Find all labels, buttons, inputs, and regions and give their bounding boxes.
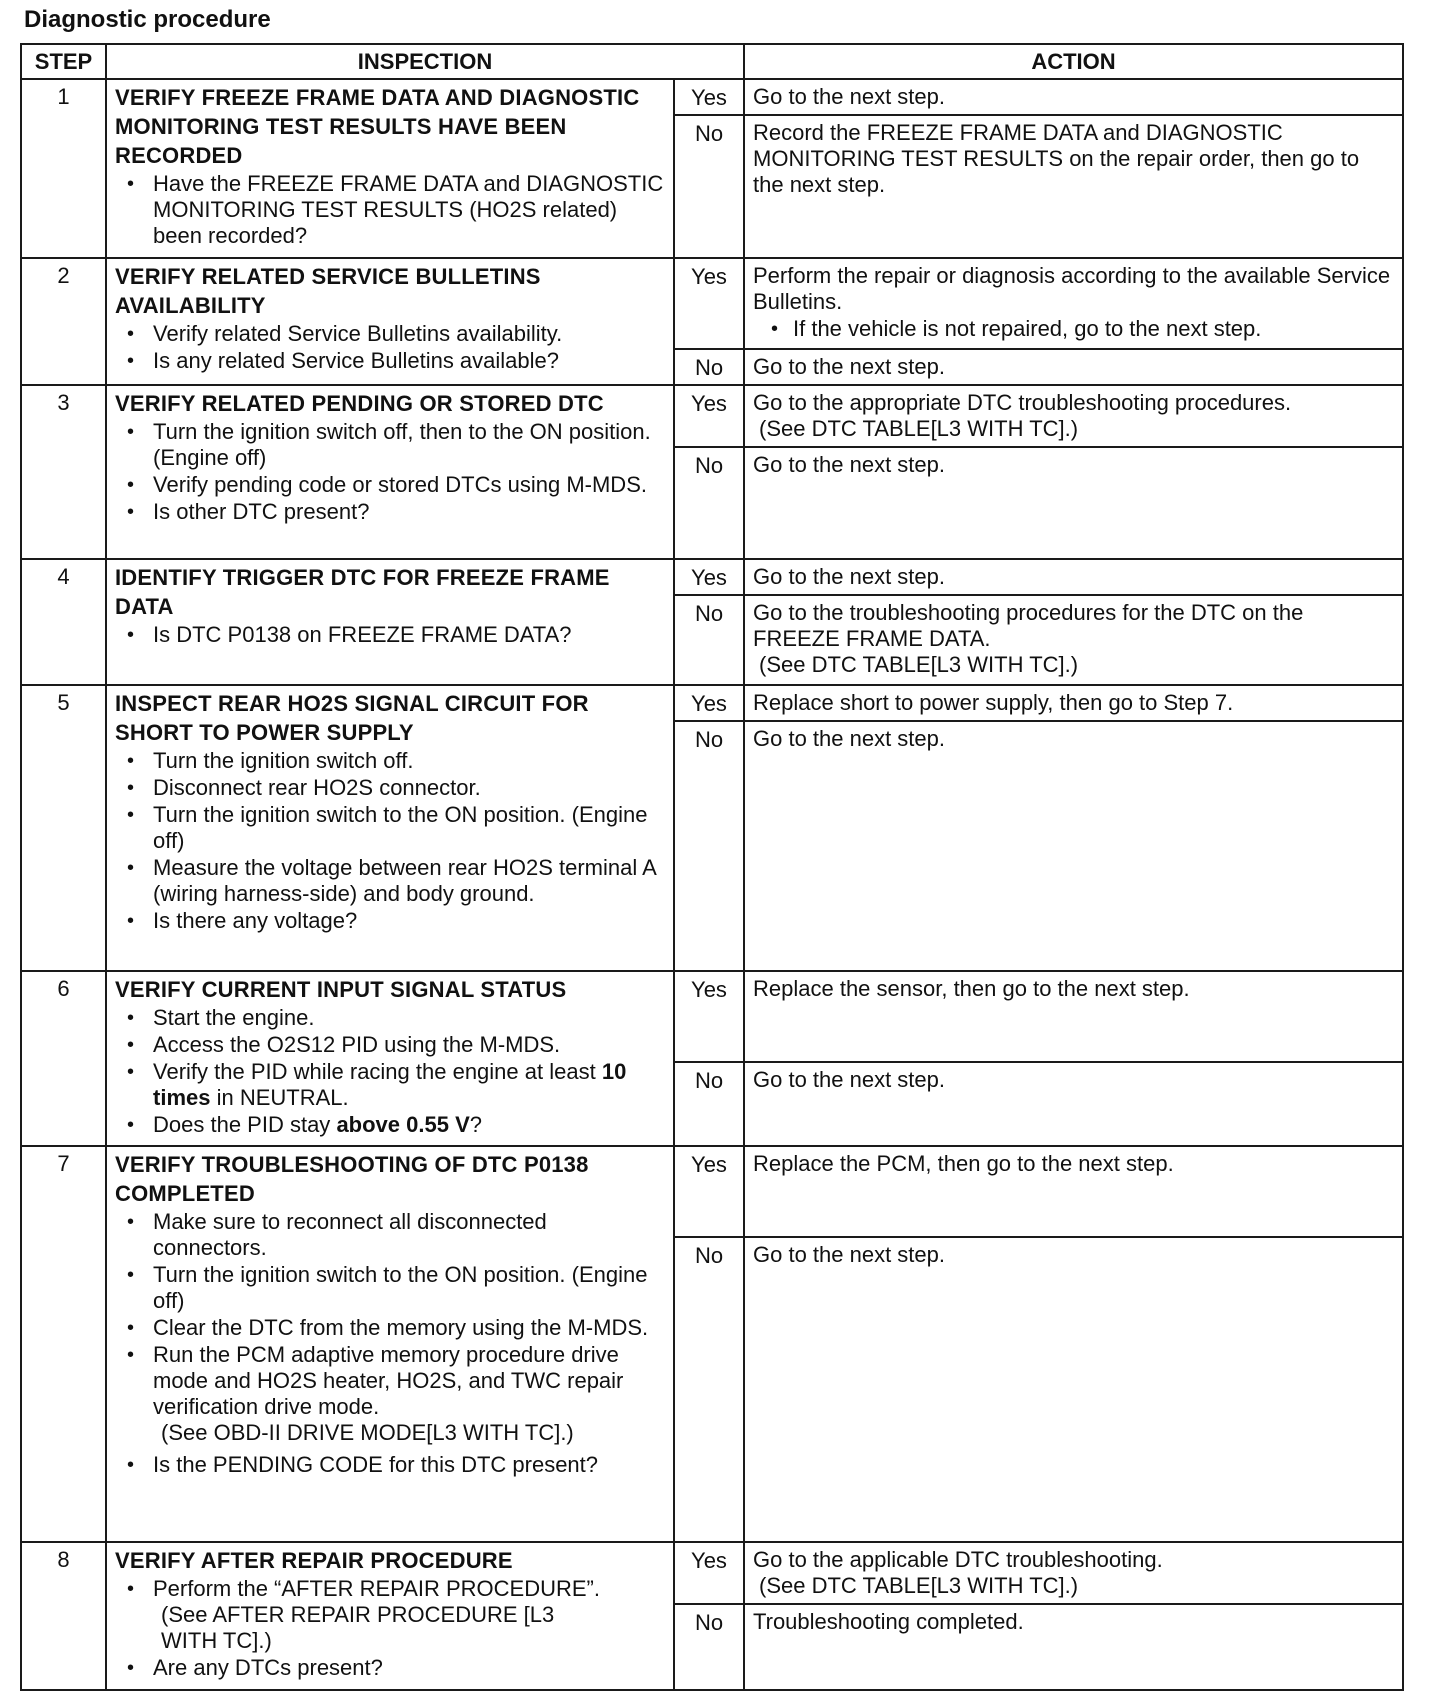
step-number: 3	[21, 385, 106, 559]
no-label: No	[674, 447, 744, 559]
see-reference: (See OBD-II DRIVE MODE[L3 WITH TC].)	[161, 1420, 574, 1445]
header-row	[21, 44, 1403, 79]
inspection-item	[115, 1059, 665, 1111]
no-label: No	[674, 349, 744, 385]
inspection-title: VERIFY CURRENT INPUT SIGNAL STATUS	[115, 977, 567, 1002]
inspection-item: • Have the FREEZE FRAME DATA and DIAGNOSTIC MONITORING TEST RESULTS (HO2S related) been recorded?	[115, 171, 665, 249]
inspection-cell	[106, 685, 674, 971]
inspection-item: • Turn the ignition switch off, then to the ON position. (Engine off)	[115, 419, 665, 471]
action-yes: Replace the PCM, then go to the next step.	[744, 1146, 1403, 1237]
inspection-list	[115, 419, 665, 525]
step-number: 4	[21, 559, 106, 685]
inspection-title: INSPECT REAR HO2S SIGNAL CIRCUIT FOR SHORT TO POWER SUPPLY	[115, 691, 589, 745]
item-text: ?	[469, 1112, 482, 1137]
inspection-item	[115, 1342, 665, 1446]
yes-label: Yes	[674, 1542, 744, 1604]
yes-label: Yes	[674, 79, 744, 115]
no-label: No	[674, 1604, 744, 1690]
inspection-cell	[106, 559, 674, 685]
step-number: 2	[21, 258, 106, 385]
step-row-5	[21, 685, 1403, 721]
header-inspection: INSPECTION	[106, 44, 744, 79]
step-row-3	[21, 385, 1403, 447]
inspection-cell	[106, 385, 674, 559]
action-no: Go to the next step.	[744, 721, 1403, 971]
action-no: Go to the next step.	[744, 1237, 1403, 1542]
step-number: 7	[21, 1146, 106, 1542]
inspection-item: • Verify pending code or stored DTCs using M-MDS.	[115, 472, 665, 498]
action-yes: Go to the next step.	[744, 79, 1403, 115]
no-label: No	[674, 595, 744, 685]
inspection-item: • Make sure to reconnect all disconnected connectors.	[115, 1209, 665, 1261]
action-text: Go to the appropriate DTC troubleshooting procedures.	[753, 390, 1292, 415]
inspection-cell	[106, 971, 674, 1146]
inspection-cell	[106, 1542, 674, 1690]
item-text: in NEUTRAL.	[216, 1085, 349, 1110]
inspection-item: • Disconnect rear HO2S connector.	[115, 775, 665, 801]
yes-label: Yes	[674, 385, 744, 447]
diagnostic-procedure-table	[20, 43, 1404, 1691]
action-text: Go to the troubleshooting procedures for the DTC on the FREEZE FRAME DATA.	[753, 600, 1304, 651]
inspection-item: • Turn the ignition switch to the ON position. (Engine off)	[115, 1262, 665, 1314]
inspection-item: • Clear the DTC from the memory using the M-MDS.	[115, 1315, 665, 1341]
step-row-4	[21, 559, 1403, 595]
inspection-item: • Measure the voltage between rear HO2S terminal A (wiring harness-side) and body ground.	[115, 855, 665, 907]
inspection-title: VERIFY FREEZE FRAME DATA AND DIAGNOSTIC MONITORING TEST RESULTS HAVE BEEN RECORDED	[115, 85, 640, 168]
inspection-item: • Is the PENDING CODE for this DTC present?	[115, 1452, 665, 1478]
page-title: Diagnostic procedure	[24, 6, 271, 33]
yes-label: Yes	[674, 258, 744, 349]
yes-label: Yes	[674, 559, 744, 595]
inspection-item: • Is DTC P0138 on FREEZE FRAME DATA?	[115, 622, 665, 648]
item-text: Perform the “AFTER REPAIR PROCEDURE”.	[153, 1576, 600, 1601]
action-yes: Replace the sensor, then go to the next step.	[744, 971, 1403, 1062]
inspection-item: • Is other DTC present?	[115, 499, 665, 525]
step-row-7	[21, 1146, 1403, 1237]
action-list	[753, 316, 1394, 342]
header-step: STEP	[21, 44, 106, 79]
inspection-cell	[106, 79, 674, 258]
action-yes	[744, 1542, 1403, 1604]
see-reference: (See DTC TABLE[L3 WITH TC].)	[759, 1573, 1079, 1598]
inspection-title: VERIFY AFTER REPAIR PROCEDURE	[115, 1548, 513, 1573]
inspection-cell	[106, 1146, 674, 1542]
inspection-list	[115, 171, 665, 249]
step-row-2	[21, 258, 1403, 349]
inspection-title: VERIFY RELATED SERVICE BULLETINS AVAILABILITY	[115, 264, 541, 318]
inspection-title: VERIFY RELATED PENDING OR STORED DTC	[115, 391, 604, 416]
inspection-item: • Is any related Service Bulletins available?	[115, 348, 665, 374]
item-emphasis: 10 times	[153, 1059, 627, 1110]
action-no: Go to the next step.	[744, 349, 1403, 385]
item-emphasis: above 0.55 V	[336, 1112, 470, 1137]
inspection-title: IDENTIFY TRIGGER DTC FOR FREEZE FRAME DATA	[115, 565, 610, 619]
inspection-item	[115, 1576, 665, 1654]
yes-label: Yes	[674, 685, 744, 721]
action-no: Record the FREEZE FRAME DATA and DIAGNOSTIC MONITORING TEST RESULTS on the repair order, then go to the next step.	[744, 115, 1403, 258]
yes-label: Yes	[674, 1146, 744, 1237]
header-action: ACTION	[744, 44, 1403, 79]
action-no: Go to the next step.	[744, 1062, 1403, 1146]
no-label: No	[674, 115, 744, 258]
yes-label: Yes	[674, 971, 744, 1062]
step-row-8	[21, 1542, 1403, 1604]
item-text: Does the PID stay	[153, 1112, 331, 1137]
step-row-1	[21, 79, 1403, 115]
action-yes	[744, 385, 1403, 447]
inspection-item: • Is there any voltage?	[115, 908, 665, 934]
inspection-list	[115, 1576, 665, 1681]
no-label: No	[674, 1062, 744, 1146]
action-yes	[744, 258, 1403, 349]
step-number: 5	[21, 685, 106, 971]
no-label: No	[674, 1237, 744, 1542]
inspection-list	[115, 1209, 665, 1478]
action-yes: Replace short to power supply, then go to Step 7.	[744, 685, 1403, 721]
step-number: 6	[21, 971, 106, 1146]
inspection-list	[115, 622, 665, 648]
step-number: 1	[21, 79, 106, 258]
inspection-item: • Are any DTCs present?	[115, 1655, 665, 1681]
inspection-list	[115, 748, 665, 934]
inspection-item: • Turn the ignition switch off.	[115, 748, 665, 774]
inspection-item	[115, 1112, 665, 1138]
inspection-item: • Access the O2S12 PID using the M-MDS.	[115, 1032, 665, 1058]
item-text: Run the PCM adaptive memory procedure drive mode and HO2S heater, HO2S, and TWC repair verification drive mode.	[153, 1342, 624, 1419]
no-label: No	[674, 721, 744, 971]
action-text: Perform the repair or diagnosis according to the available Service Bulletins.	[753, 263, 1391, 314]
action-text: Go to the applicable DTC troubleshooting.	[753, 1547, 1163, 1572]
step-row-6	[21, 971, 1403, 1062]
inspection-cell	[106, 258, 674, 385]
action-no: Troubleshooting completed.	[744, 1604, 1403, 1690]
inspection-item: • Turn the ignition switch to the ON position. (Engine off)	[115, 802, 665, 854]
inspection-list	[115, 321, 665, 374]
see-reference: (See AFTER REPAIR PROCEDURE [L3 WITH TC].)	[161, 1602, 555, 1653]
step-number: 8	[21, 1542, 106, 1690]
action-item: • If the vehicle is not repaired, go to the next step.	[753, 316, 1394, 342]
item-text: Verify the PID while racing the engine at least	[153, 1059, 596, 1084]
inspection-title: VERIFY TROUBLESHOOTING OF DTC P0138 COMPLETED	[115, 1152, 589, 1206]
inspection-item: • Verify related Service Bulletins availability.	[115, 321, 665, 347]
inspection-list	[115, 1005, 665, 1138]
action-no: Go to the next step.	[744, 447, 1403, 559]
action-no	[744, 595, 1403, 685]
see-reference: (See DTC TABLE[L3 WITH TC].)	[759, 652, 1079, 677]
see-reference: (See DTC TABLE[L3 WITH TC].)	[759, 416, 1079, 441]
action-yes: Go to the next step.	[744, 559, 1403, 595]
inspection-item: • Start the engine.	[115, 1005, 665, 1031]
